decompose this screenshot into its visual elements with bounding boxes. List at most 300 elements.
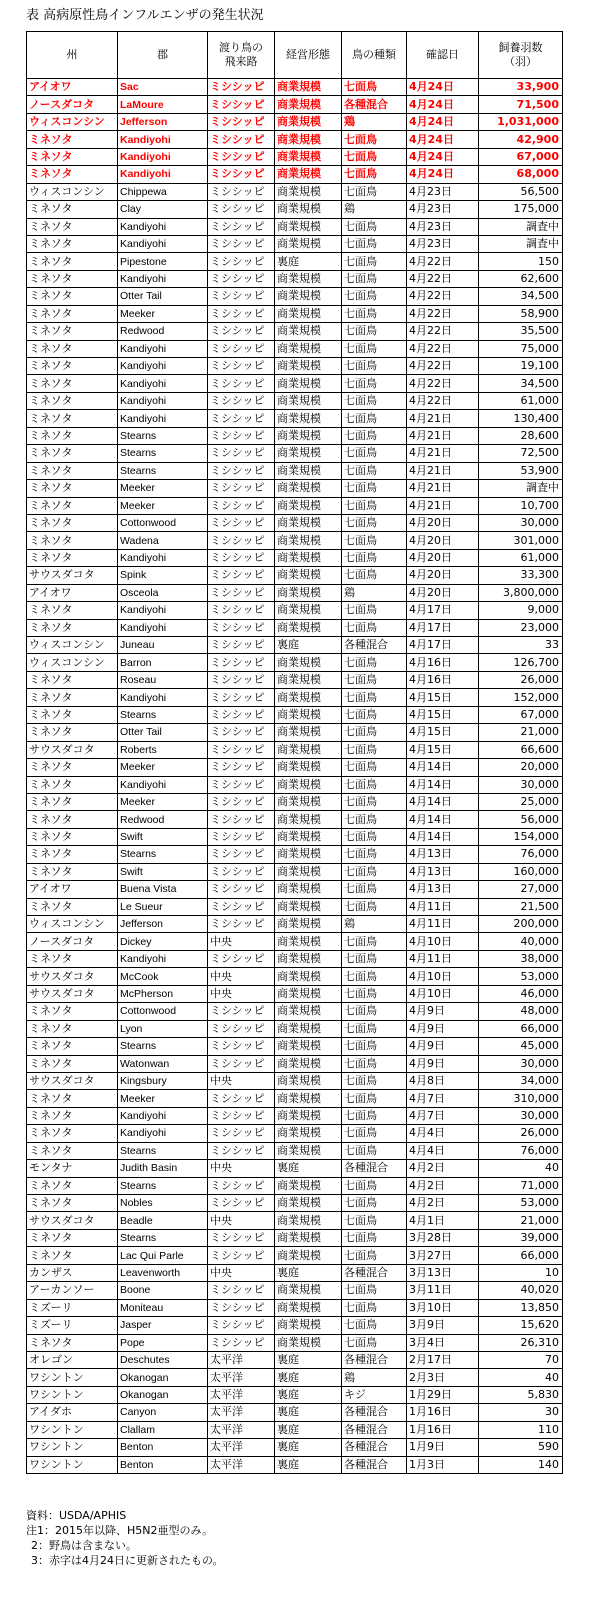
cell-operation: 商業規模	[275, 811, 342, 828]
cell-state: ミネソタ	[27, 776, 118, 793]
cell-bird-type: 七面鳥	[342, 532, 407, 549]
cell-bird-type: 鶏	[342, 584, 407, 601]
cell-flock-size: 23,000	[479, 619, 563, 636]
cell-state: アイオワ	[27, 584, 118, 601]
cell-operation: 商業規模	[275, 497, 342, 514]
cell-confirmed-date: 4月21日	[407, 462, 479, 479]
cell-county: Barron	[118, 654, 208, 671]
cell-flock-size: 1,031,000	[479, 113, 563, 130]
cell-flyway: ミシシッピ	[208, 828, 275, 845]
cell-state: ミネソタ	[27, 828, 118, 845]
cell-flock-size: 10	[479, 1264, 563, 1281]
cell-flock-size: 152,000	[479, 689, 563, 706]
table-row	[27, 392, 563, 409]
cell-flyway: ミシシッピ	[208, 96, 275, 113]
cell-operation: 商業規模	[275, 602, 342, 619]
cell-county: Kandiyohi	[118, 776, 208, 793]
cell-operation: 商業規模	[275, 1125, 342, 1142]
cell-flyway: 中央	[208, 1212, 275, 1229]
table-row	[27, 1020, 563, 1037]
cell-operation: 商業規模	[275, 567, 342, 584]
cell-flock-size: 175,000	[479, 201, 563, 218]
cell-confirmed-date: 4月10日	[407, 933, 479, 950]
cell-flock-size: 71,000	[479, 1177, 563, 1194]
cell-operation: 商業規模	[275, 79, 342, 96]
cell-bird-type: 七面鳥	[342, 689, 407, 706]
cell-county: Swift	[118, 863, 208, 880]
cell-bird-type: 七面鳥	[342, 323, 407, 340]
cell-county: Swift	[118, 828, 208, 845]
cell-county: Kandiyohi	[118, 1107, 208, 1124]
cell-flock-size: 39,000	[479, 1229, 563, 1246]
cell-flyway: ミシシッピ	[208, 375, 275, 392]
table-row	[27, 776, 563, 793]
cell-confirmed-date: 4月24日	[407, 79, 479, 96]
table-row	[27, 270, 563, 287]
cell-operation: 商業規模	[275, 1142, 342, 1159]
cell-flyway: ミシシッピ	[208, 619, 275, 636]
cell-operation: 商業規模	[275, 96, 342, 113]
cell-flyway: 太平洋	[208, 1439, 275, 1456]
cell-county: Nobles	[118, 1195, 208, 1212]
cell-confirmed-date: 4月10日	[407, 985, 479, 1002]
cell-flock-size: 30,000	[479, 776, 563, 793]
table-row	[27, 375, 563, 392]
cell-state: ミネソタ	[27, 201, 118, 218]
cell-bird-type: 各種混合	[342, 1456, 407, 1473]
cell-confirmed-date: 4月1日	[407, 1212, 479, 1229]
cell-flock-size: 21,000	[479, 724, 563, 741]
cell-bird-type: 七面鳥	[342, 950, 407, 967]
cell-confirmed-date: 4月22日	[407, 288, 479, 305]
table-row	[27, 793, 563, 810]
cell-county: Kandiyohi	[118, 392, 208, 409]
cell-state: ワシントン	[27, 1439, 118, 1456]
cell-state: ミネソタ	[27, 1177, 118, 1194]
cell-confirmed-date: 4月4日	[407, 1142, 479, 1159]
cell-flyway: 中央	[208, 933, 275, 950]
cell-state: ワシントン	[27, 1456, 118, 1473]
cell-operation: 商業規模	[275, 113, 342, 130]
table-row	[27, 654, 563, 671]
cell-confirmed-date: 3月10日	[407, 1299, 479, 1316]
table-row	[27, 741, 563, 758]
cell-state: ミネソタ	[27, 340, 118, 357]
table-row	[27, 96, 563, 113]
cell-confirmed-date: 1月16日	[407, 1421, 479, 1438]
cell-operation: 商業規模	[275, 323, 342, 340]
table-row	[27, 445, 563, 462]
table-row	[27, 1439, 563, 1456]
cell-flock-size: 46,000	[479, 985, 563, 1002]
cell-operation: 商業規模	[275, 689, 342, 706]
col-header-flyway-line1: 渡り鳥の	[219, 41, 263, 54]
cell-bird-type: 七面鳥	[342, 427, 407, 444]
cell-operation: 商業規模	[275, 916, 342, 933]
cell-operation: 商業規模	[275, 584, 342, 601]
cell-flock-size: 40,000	[479, 933, 563, 950]
cell-bird-type: 七面鳥	[342, 1090, 407, 1107]
cell-bird-type: 七面鳥	[342, 497, 407, 514]
table-row	[27, 671, 563, 688]
cell-flyway: ミシシッピ	[208, 898, 275, 915]
cell-county: Pope	[118, 1334, 208, 1351]
cell-state: ミネソタ	[27, 724, 118, 741]
cell-flyway: ミシシッピ	[208, 323, 275, 340]
cell-confirmed-date: 4月24日	[407, 148, 479, 165]
cell-operation: 商業規模	[275, 166, 342, 183]
cell-state: ミネソタ	[27, 358, 118, 375]
cell-operation: 商業規模	[275, 671, 342, 688]
cell-operation: 商業規模	[275, 1177, 342, 1194]
cell-state: ウィスコンシン	[27, 113, 118, 130]
table-row	[27, 288, 563, 305]
cell-confirmed-date: 1月29日	[407, 1386, 479, 1403]
cell-flyway: ミシシッピ	[208, 427, 275, 444]
table-row	[27, 1038, 563, 1055]
cell-flock-size: 42,900	[479, 131, 563, 148]
cell-flock-size: 67,000	[479, 148, 563, 165]
cell-flyway: ミシシッピ	[208, 741, 275, 758]
cell-flock-size: 21,000	[479, 1212, 563, 1229]
cell-bird-type: 七面鳥	[342, 1195, 407, 1212]
cell-flock-size: 19,100	[479, 358, 563, 375]
cell-county: Canyon	[118, 1404, 208, 1421]
cell-confirmed-date: 4月23日	[407, 201, 479, 218]
cell-operation: 商業規模	[275, 950, 342, 967]
cell-state: ミネソタ	[27, 131, 118, 148]
cell-bird-type: 七面鳥	[342, 1142, 407, 1159]
cell-state: ミネソタ	[27, 1020, 118, 1037]
cell-flock-size: 34,000	[479, 1072, 563, 1089]
cell-county: Stearns	[118, 706, 208, 723]
table-row	[27, 1299, 563, 1316]
table-row	[27, 567, 563, 584]
cell-confirmed-date: 4月21日	[407, 427, 479, 444]
cell-county: Otter Tail	[118, 724, 208, 741]
cell-flock-size: 30,000	[479, 1055, 563, 1072]
cell-state: ミネソタ	[27, 288, 118, 305]
cell-flock-size: 5,830	[479, 1386, 563, 1403]
cell-confirmed-date: 4月21日	[407, 480, 479, 497]
cell-bird-type: 七面鳥	[342, 898, 407, 915]
cell-state: サウスダコタ	[27, 1212, 118, 1229]
table-row	[27, 916, 563, 933]
cell-flyway: ミシシッピ	[208, 759, 275, 776]
cell-bird-type: 七面鳥	[342, 1317, 407, 1334]
cell-flyway: ミシシッピ	[208, 131, 275, 148]
cell-confirmed-date: 4月11日	[407, 916, 479, 933]
cell-county: Jefferson	[118, 916, 208, 933]
table-row	[27, 410, 563, 427]
cell-confirmed-date: 3月9日	[407, 1317, 479, 1334]
table-row	[27, 759, 563, 776]
cell-operation: 商業規模	[275, 183, 342, 200]
cell-operation: 商業規模	[275, 881, 342, 898]
cell-flyway: ミシシッピ	[208, 340, 275, 357]
cell-county: Clay	[118, 201, 208, 218]
table-row	[27, 201, 563, 218]
cell-flock-size: 34,500	[479, 288, 563, 305]
cell-confirmed-date: 4月22日	[407, 270, 479, 287]
cell-flock-size: 200,000	[479, 916, 563, 933]
cell-confirmed-date: 4月14日	[407, 776, 479, 793]
col-header-flock	[479, 32, 563, 79]
outbreak-table	[26, 31, 563, 1474]
table-row	[27, 1282, 563, 1299]
cell-confirmed-date: 4月9日	[407, 1003, 479, 1020]
cell-state: ミネソタ	[27, 898, 118, 915]
cell-state: ノースダコタ	[27, 933, 118, 950]
cell-county: Meeker	[118, 1090, 208, 1107]
cell-county: Kandiyohi	[118, 131, 208, 148]
cell-flyway: ミシシッピ	[208, 637, 275, 654]
cell-bird-type: 七面鳥	[342, 881, 407, 898]
cell-county: Juneau	[118, 637, 208, 654]
cell-state: ミネソタ	[27, 1195, 118, 1212]
table-row	[27, 462, 563, 479]
table-row	[27, 1421, 563, 1438]
cell-state: カンザス	[27, 1264, 118, 1281]
table-row	[27, 689, 563, 706]
cell-flock-size: 110	[479, 1421, 563, 1438]
table-row	[27, 898, 563, 915]
cell-flock-size: 30,000	[479, 514, 563, 531]
cell-county: Spink	[118, 567, 208, 584]
footnote-3: 3：赤字は4月24日に更新されたもの。	[31, 1554, 224, 1567]
col-header-flock-line1: 飼養羽数	[498, 41, 543, 54]
cell-confirmed-date: 1月9日	[407, 1439, 479, 1456]
cell-county: Kandiyohi	[118, 602, 208, 619]
cell-flyway: 中央	[208, 985, 275, 1002]
cell-bird-type: 七面鳥	[342, 654, 407, 671]
cell-operation: 商業規模	[275, 480, 342, 497]
cell-confirmed-date: 4月2日	[407, 1177, 479, 1194]
cell-flyway: ミシシッピ	[208, 846, 275, 863]
table-row	[27, 706, 563, 723]
cell-state: アイオワ	[27, 881, 118, 898]
cell-state: ミネソタ	[27, 602, 118, 619]
table-body	[27, 79, 563, 1474]
cell-flyway: ミシシッピ	[208, 1229, 275, 1246]
cell-bird-type: 七面鳥	[342, 392, 407, 409]
cell-operation: 商業規模	[275, 1090, 342, 1107]
cell-county: Roberts	[118, 741, 208, 758]
cell-flyway: ミシシッピ	[208, 270, 275, 287]
cell-confirmed-date: 4月23日	[407, 183, 479, 200]
cell-county: Kandiyohi	[118, 218, 208, 235]
cell-operation: 商業規模	[275, 1317, 342, 1334]
cell-bird-type: 七面鳥	[342, 1003, 407, 1020]
cell-flock-size: 30	[479, 1404, 563, 1421]
cell-confirmed-date: 4月14日	[407, 811, 479, 828]
cell-flock-size: 10,700	[479, 497, 563, 514]
cell-state: ミネソタ	[27, 1003, 118, 1020]
cell-county: Lac Qui Parle	[118, 1247, 208, 1264]
cell-flyway: ミシシッピ	[208, 113, 275, 130]
cell-bird-type: 七面鳥	[342, 619, 407, 636]
cell-county: Meeker	[118, 759, 208, 776]
cell-flock-size: 28,600	[479, 427, 563, 444]
cell-flock-size: 38,000	[479, 950, 563, 967]
table-row	[27, 183, 563, 200]
cell-state: ミネソタ	[27, 270, 118, 287]
cell-county: Kandiyohi	[118, 549, 208, 566]
cell-county: Benton	[118, 1456, 208, 1473]
cell-bird-type: 各種混合	[342, 96, 407, 113]
table-row	[27, 497, 563, 514]
table-row	[27, 1456, 563, 1473]
cell-operation: 商業規模	[275, 1020, 342, 1037]
cell-county: Benton	[118, 1439, 208, 1456]
cell-confirmed-date: 4月22日	[407, 305, 479, 322]
cell-flyway: ミシシッピ	[208, 445, 275, 462]
cell-flock-size: 25,000	[479, 793, 563, 810]
cell-flock-size: 590	[479, 1439, 563, 1456]
cell-bird-type: 七面鳥	[342, 985, 407, 1002]
cell-bird-type: 七面鳥	[342, 1212, 407, 1229]
cell-confirmed-date: 3月13日	[407, 1264, 479, 1281]
cell-flock-size: 26,000	[479, 1125, 563, 1142]
cell-county: Wadena	[118, 532, 208, 549]
cell-bird-type: 七面鳥	[342, 793, 407, 810]
cell-county: LaMoure	[118, 96, 208, 113]
cell-operation: 商業規模	[275, 759, 342, 776]
cell-bird-type: 七面鳥	[342, 968, 407, 985]
cell-operation: 商業規模	[275, 1229, 342, 1246]
table-row	[27, 828, 563, 845]
cell-flyway: ミシシッピ	[208, 166, 275, 183]
cell-flyway: 中央	[208, 968, 275, 985]
cell-bird-type: 各種混合	[342, 1439, 407, 1456]
cell-flyway: ミシシッピ	[208, 881, 275, 898]
cell-operation: 商業規模	[275, 654, 342, 671]
table-row	[27, 637, 563, 654]
cell-flyway: ミシシッピ	[208, 1107, 275, 1124]
cell-bird-type: 七面鳥	[342, 1038, 407, 1055]
cell-bird-type: 各種混合	[342, 1160, 407, 1177]
cell-county: Beadle	[118, 1212, 208, 1229]
table-row	[27, 218, 563, 235]
cell-bird-type: 七面鳥	[342, 1247, 407, 1264]
cell-confirmed-date: 3月28日	[407, 1229, 479, 1246]
cell-flyway: ミシシッピ	[208, 1038, 275, 1055]
table-row	[27, 514, 563, 531]
cell-flock-size: 33,300	[479, 567, 563, 584]
cell-county: Jasper	[118, 1317, 208, 1334]
cell-county: Kandiyohi	[118, 410, 208, 427]
cell-flock-size: 53,900	[479, 462, 563, 479]
cell-operation: 商業規模	[275, 514, 342, 531]
cell-operation: 商業規模	[275, 1003, 342, 1020]
cell-flock-size: 126,700	[479, 654, 563, 671]
cell-operation: 商業規模	[275, 235, 342, 252]
cell-state: ミネソタ	[27, 253, 118, 270]
cell-flock-size: 150	[479, 253, 563, 270]
cell-county: Meeker	[118, 305, 208, 322]
table-row	[27, 1003, 563, 1020]
cell-flyway: ミシシッピ	[208, 1334, 275, 1351]
cell-bird-type: 七面鳥	[342, 131, 407, 148]
footnotes	[26, 1508, 224, 1568]
cell-flyway: ミシシッピ	[208, 567, 275, 584]
cell-county: Kandiyohi	[118, 166, 208, 183]
cell-county: Buena Vista	[118, 881, 208, 898]
cell-county: Meeker	[118, 497, 208, 514]
col-header-bird-type: 鳥の種類	[342, 32, 407, 79]
cell-operation: 商業規模	[275, 218, 342, 235]
cell-flock-size: 68,000	[479, 166, 563, 183]
table-row	[27, 619, 563, 636]
cell-state: ウィスコンシン	[27, 654, 118, 671]
table-row	[27, 1177, 563, 1194]
cell-flock-size: 35,500	[479, 323, 563, 340]
cell-flock-size: 58,900	[479, 305, 563, 322]
col-header-confirmed: 確認日	[407, 32, 479, 79]
table-row	[27, 1369, 563, 1386]
cell-operation: 裏庭	[275, 1351, 342, 1368]
cell-flyway: ミシシッピ	[208, 392, 275, 409]
cell-confirmed-date: 4月15日	[407, 724, 479, 741]
cell-flock-size: 34,500	[479, 375, 563, 392]
cell-flock-size: 9,000	[479, 602, 563, 619]
cell-flock-size: 13,850	[479, 1299, 563, 1316]
cell-confirmed-date: 4月13日	[407, 846, 479, 863]
cell-confirmed-date: 4月22日	[407, 253, 479, 270]
cell-county: Judith Basin	[118, 1160, 208, 1177]
cell-flock-size: 154,000	[479, 828, 563, 845]
cell-bird-type: 鶏	[342, 201, 407, 218]
cell-operation: 商業規模	[275, 1195, 342, 1212]
col-header-county: 郡	[118, 32, 208, 79]
cell-flyway: ミシシッピ	[208, 724, 275, 741]
cell-county: Sac	[118, 79, 208, 96]
cell-county: Meeker	[118, 793, 208, 810]
cell-flock-size: 310,000	[479, 1090, 563, 1107]
cell-state: アーカンソー	[27, 1282, 118, 1299]
cell-county: Chippewa	[118, 183, 208, 200]
cell-county: Stearns	[118, 1142, 208, 1159]
cell-operation: 商業規模	[275, 793, 342, 810]
cell-flyway: ミシシッピ	[208, 1195, 275, 1212]
cell-flyway: ミシシッピ	[208, 497, 275, 514]
table-row	[27, 968, 563, 985]
cell-confirmed-date: 4月2日	[407, 1195, 479, 1212]
cell-flock-size: 48,000	[479, 1003, 563, 1020]
cell-state: ミネソタ	[27, 759, 118, 776]
cell-confirmed-date: 4月14日	[407, 759, 479, 776]
cell-county: Redwood	[118, 811, 208, 828]
cell-county: Meeker	[118, 480, 208, 497]
cell-flock-size: 76,000	[479, 1142, 563, 1159]
table-row	[27, 1090, 563, 1107]
cell-bird-type: 七面鳥	[342, 776, 407, 793]
cell-state: ミネソタ	[27, 1229, 118, 1246]
cell-bird-type: 七面鳥	[342, 671, 407, 688]
cell-flyway: ミシシッピ	[208, 201, 275, 218]
cell-confirmed-date: 3月27日	[407, 1247, 479, 1264]
col-header-flyway-line2: 飛来路	[224, 55, 258, 68]
cell-operation: 商業規模	[275, 741, 342, 758]
cell-county: Stearns	[118, 1177, 208, 1194]
cell-flock-size: 53,000	[479, 968, 563, 985]
table-title: 表 高病原性鳥インフルエンザの発生状況	[26, 8, 264, 23]
cell-flyway: 太平洋	[208, 1456, 275, 1473]
cell-flock-size: 26,310	[479, 1334, 563, 1351]
cell-flyway: 太平洋	[208, 1421, 275, 1438]
cell-bird-type: 各種混合	[342, 637, 407, 654]
cell-county: Kandiyohi	[118, 340, 208, 357]
